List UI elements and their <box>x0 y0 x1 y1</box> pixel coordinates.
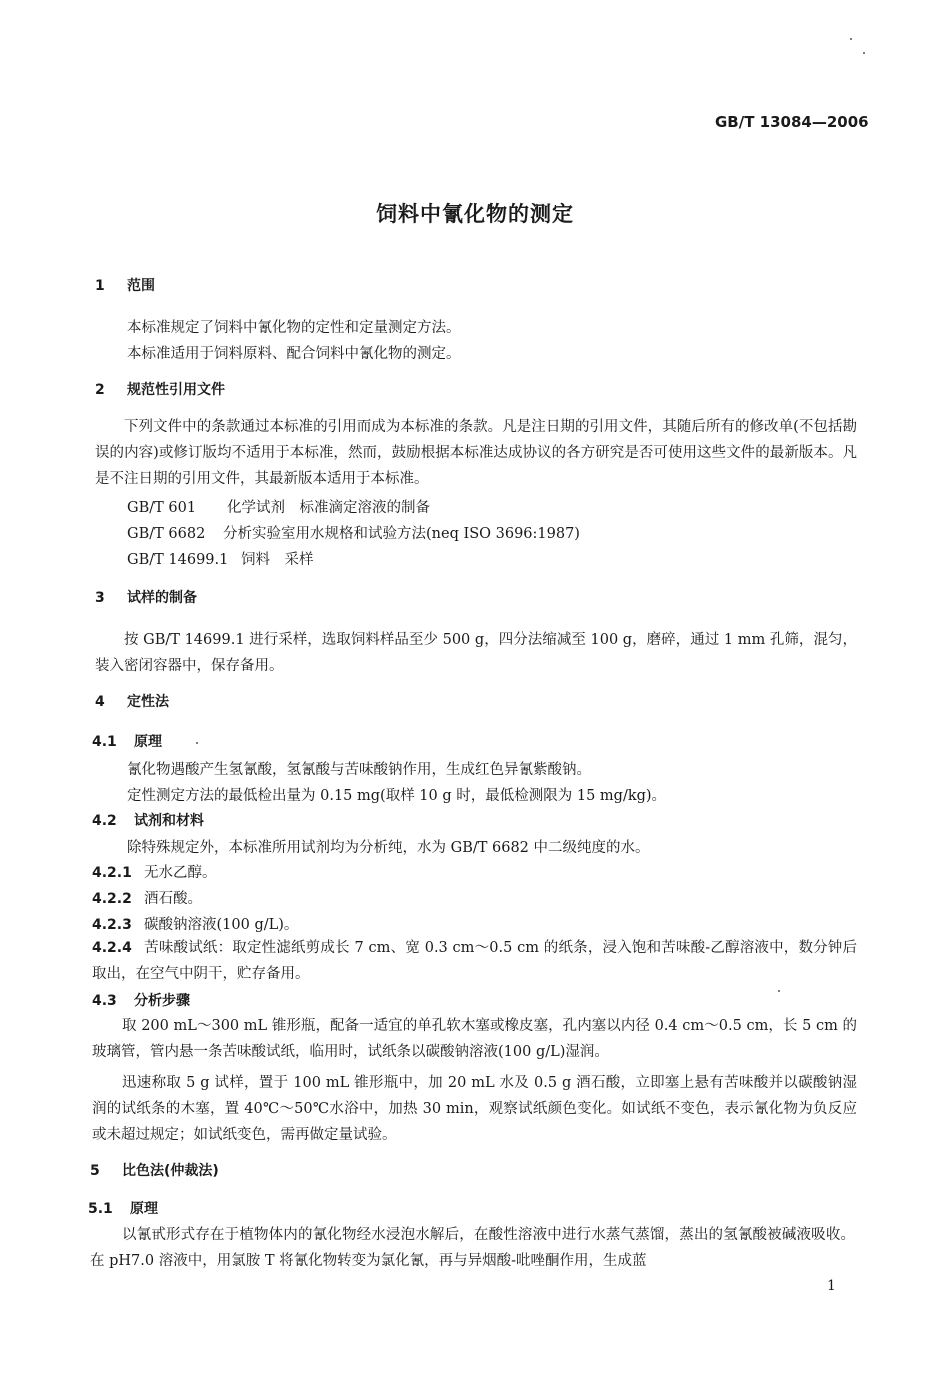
reference-code: GB/T 14699.1 <box>127 552 229 568</box>
reference-title: 饲料 采样 <box>241 552 314 568</box>
scan-speck <box>863 52 865 54</box>
reference-code: GB/T 6682 <box>127 526 206 542</box>
section-2-heading <box>95 379 225 399</box>
subsection-number: 4.2 <box>92 813 117 829</box>
reference-item <box>127 496 430 517</box>
paragraph: 取 200 mL～300 mL 锥形瓶，配备一适宜的单孔软木塞或橡皮塞，孔内塞以内径 0.4 cm～0.5 cm，长 5 cm 的玻璃管，管内悬一条苦味酸试纸，临用时，试纸条以碳酸钠溶液(100 g/L)湿润。 <box>92 1018 857 1060</box>
subsection-4-1-heading <box>92 731 162 751</box>
item-text: 苦味酸试纸：取定性滤纸剪成长 7 cm、宽 0.3 cm～0.5 cm 的纸条，浸入饱和苦味酸-乙醇溶液中，数分钟后取出，在空气中阴干，贮存备用。 <box>92 940 857 982</box>
item-number: 4.2.1 <box>92 865 132 881</box>
item-number: 4.2.3 <box>92 917 132 933</box>
section-number: 4 <box>95 694 105 710</box>
section-5-heading <box>90 1160 219 1180</box>
scan-speck <box>196 742 198 744</box>
section-title: 范围 <box>127 278 155 294</box>
subsection-number: 4.3 <box>92 993 117 1009</box>
paragraph: 以氰甙形式存在于植物体内的氰化物经水浸泡水解后，在酸性溶液中进行水蒸气蒸馏，蒸出的氢氰酸被碱液吸收。在 pH7.0 溶液中，用氯胺 T 将氰化物转变为氯化氰，再与异烟酸-吡唑酮作用，生成蓝 <box>90 1227 855 1269</box>
paragraph: 下列文件中的条款通过本标准的引用而成为本标准的条款。凡是注日期的引用文件，其随后所有的修改单(不包括勘误的内容)或修订版均不适用于本标准，然而，鼓励根据本标准达成协议的各方研究是否可使用这些文件的最新版本。凡是不注日期的引用文件，其最新版本适用于本标准。 <box>95 419 857 487</box>
paragraph: 本标准规定了饲料中氰化物的定性和定量测定方法。 <box>127 320 461 336</box>
paragraph: 迅速称取 5 g 试样，置于 100 mL 锥形瓶中，加 20 mL 水及 0.5 g 酒石酸，立即塞上悬有苦味酸并以碳酸钠湿润的试纸条的木塞，置 40℃～50℃水浴中，加热 30 min，观察试纸颜色变化。如试纸不变色，表示氰化物为负反应或未超过规定；如试纸变色，需再做定量试验。 <box>92 1075 857 1143</box>
list-item <box>92 935 857 987</box>
page-number: 1 <box>827 1278 836 1294</box>
section-number: 2 <box>95 382 105 398</box>
section-number: 3 <box>95 590 105 606</box>
subsection-4-2-heading <box>92 810 204 830</box>
paragraph: 除特殊规定外，本标准所用试剂均为分析纯，水为 GB/T 6682 中二级纯度的水。 <box>127 840 650 856</box>
scan-speck <box>778 990 780 992</box>
item-number: 4.2.4 <box>92 940 132 956</box>
reference-title: 分析实验室用水规格和试验方法(neq ISO 3696:1987) <box>223 526 580 542</box>
item-text: 酒石酸。 <box>144 891 202 907</box>
item-text: 碳酸钠溶液(100 g/L)。 <box>144 917 299 933</box>
subsection-number: 4.1 <box>92 734 117 750</box>
section-number: 5 <box>90 1163 100 1179</box>
subsection-number: 5.1 <box>88 1201 113 1217</box>
paragraph: 本标准适用于饲料原料、配合饲料中氰化物的测定。 <box>127 346 461 362</box>
section-1-heading <box>95 275 155 295</box>
subsection-4-3-heading <box>92 990 190 1010</box>
section-title: 比色法(仲裁法) <box>122 1163 219 1179</box>
section-number: 1 <box>95 278 105 294</box>
subsection-title: 分析步骤 <box>134 993 190 1009</box>
scan-speck <box>850 38 852 40</box>
subsection-title: 试剂和材料 <box>134 813 204 829</box>
reference-item <box>127 548 314 569</box>
section-4-heading <box>95 691 169 711</box>
list-item <box>92 887 202 908</box>
standard-code: GB/T 13084—2006 <box>715 113 869 131</box>
reference-item <box>127 522 580 543</box>
subsection-5-1-heading <box>88 1198 158 1218</box>
page-title: 饲料中氰化物的测定 <box>376 202 574 226</box>
item-number: 4.2.2 <box>92 891 132 907</box>
list-item <box>92 913 298 934</box>
paragraph: 氰化物遇酸产生氢氰酸，氢氰酸与苦味酸钠作用，生成红色异氰紫酸钠。 <box>127 762 591 778</box>
section-title: 试样的制备 <box>127 590 197 606</box>
paragraph: 定性测定方法的最低检出量为 0.15 mg(取样 10 g 时，最低检测限为 15 mg/kg)。 <box>127 788 667 804</box>
section-title: 规范性引用文件 <box>127 382 225 398</box>
subsection-title: 原理 <box>130 1201 158 1217</box>
paragraph: 按 GB/T 14699.1 进行采样，选取饲料样品至少 500 g，四分法缩减至 100 g，磨碎，通过 1 mm 孔筛，混匀，装入密闭容器中，保存备用。 <box>95 632 857 674</box>
subsection-title: 原理 <box>134 734 162 750</box>
reference-code: GB/T 601 <box>127 500 197 516</box>
item-text: 无水乙醇。 <box>144 865 217 881</box>
list-item <box>92 861 217 882</box>
reference-title: 化学试剂 标准滴定溶液的制备 <box>227 500 430 516</box>
section-title: 定性法 <box>127 694 169 710</box>
section-3-heading <box>95 587 197 607</box>
